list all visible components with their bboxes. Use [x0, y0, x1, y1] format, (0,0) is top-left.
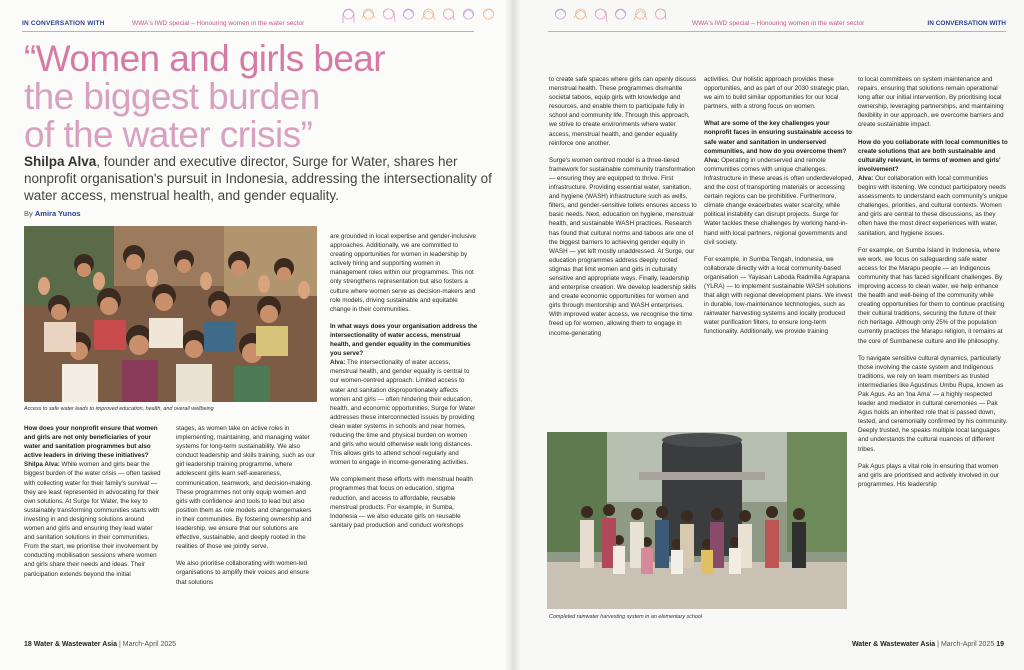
paragraph: We complement these efforts with menstrual health programmes that focus on education, stigma reduction, and access to affordable, reusable menstrual products. For example, in Sumba, Indonesia — we also educate girls on reusable sanitary pad production and conduct workshops — [330, 476, 473, 529]
pull-quote-headline — [24, 40, 484, 154]
section-label-left: IN CONVERSATION WITH — [22, 20, 105, 27]
woman-face-icon — [400, 6, 417, 26]
question-2: In what ways does your organisation address the intersectionality of water access, menstrual health, and gender equality in the communities you serve? — [330, 322, 478, 358]
speaker-label: Alva: — [858, 174, 874, 182]
text-column-4 — [549, 75, 697, 425]
question-4: How do you collaborate with local communities to create solutions that are both sustainable and culturally relevant, in terms of women and girls' involvement? — [858, 138, 1008, 173]
speaker-label: Alva: — [330, 359, 346, 367]
paragraph: are grounded in local expertise and gender-inclusive approaches. Additionally, we are committed to creating opportunities for women in leadership by actively hiring and supporting women in management roles within our programmes. This not only strengthens representation but also fosters a culture where women serve as decision-makers and role models, driving sustainable and equitable change in their communities. — [330, 233, 476, 313]
byline-prefix: By — [24, 209, 33, 218]
footer-separator: | — [118, 641, 121, 648]
woman-face-icon — [380, 6, 397, 26]
answer-2: The intersectionality of water access, menstrual health, and gender equality is central to our women-centred approach. Limited access to water and sanitation disproportionately affects women and girls — often hindering their education, health, and economic opportunities. Surge for Water addresses these interconnected issues by providing clean water systems in schools and near homes, reducing the time and physical burden on women and girls who would otherwise walk long distances. This allows girls to attend school regularly and women to engage in income-generating activities. — [330, 359, 476, 467]
headline-line: the biggest burden — [24, 76, 320, 117]
woman-face-icon — [592, 6, 609, 26]
publication-name-right: Water & Wastewater Asia — [851, 641, 936, 648]
children-group-photo — [24, 226, 317, 402]
answer-3: Operating in underserved and remote communities comes with unique challenges. Infrastructure in these areas is often underdeveloped, and the cost of transporting materials or accessing certain regions can be prohibitive. Furthermore, climate change exacerbates water scarcity, while political instability can disrupt projects. Surge for Water tackles these challenges by working hand-in-hand with local partners, regional governments and civil society. — [704, 156, 854, 246]
paragraph: activities. Our holistic approach provides these opportunities, and as part of our 2030 strategic plan, we aim to build similar opportunities for our local partners, with a strong focus on women. — [704, 76, 850, 111]
woman-face-icon — [440, 6, 457, 26]
speaker-label: Alva: — [704, 156, 720, 164]
woman-face-icon — [420, 6, 437, 26]
answer-4: Our collaboration with local communities begins with listening. We conduct participatory needs assessments to understand each community's unique challenges, priorities, and cultural contexts. Women and girls are central to these discussions, as they often have the most direct experiences with water, sanitation, and hygiene issues. — [858, 174, 1008, 237]
woman-face-icon — [552, 6, 569, 26]
rainwater-harvesting-photo — [547, 432, 847, 609]
paragraph: To navigate sensitive cultural dynamics, particularly those involving the caste system and Indigenous traditions, we rely on team members as trusted intermediaries like Agustinus Umbu Rupa, known as Pak Agus. As an 'Ina Ama' — a highly respected leader and mediator in cultural ceremonies — Pak Agus holds an inherited role that is passed down, tested, and ceremonially confirmed by his community. Deeply trusted, he speaks multiple local languages and understands the cultural nuances of different tribes. — [858, 354, 1008, 453]
standfirst — [24, 153, 494, 204]
woman-face-icon — [360, 6, 377, 26]
text-column-1 — [24, 424, 164, 634]
byline — [24, 209, 81, 218]
paragraph: to create safe spaces where girls can openly discuss menstrual health. These programmes dismantle societal taboos, equip girls with knowledge and resources, and enable them to participate fully in school and community life. Through this approach, we strive to create environments where water access, menstrual health, and gender equality reinforce one another. — [549, 76, 697, 147]
series-title-left: WWA's IWD special – Honouring women in the water sector — [132, 20, 305, 27]
page-number-right: 19 — [996, 641, 1004, 648]
woman-face-icon — [612, 6, 629, 26]
footer-right — [852, 641, 1004, 648]
paragraph: Pak Agus plays a vital role in ensuring that women and girls are prioritised and actively involved in our programmes. His leadership — [858, 462, 1000, 488]
question-1: How does your nonprofit ensure that women and girls are not only beneficiaries of your water and sanitation programmes but also active leaders in driving these initiatives? — [24, 425, 158, 460]
woman-face-icon — [572, 6, 589, 26]
author-name: Amira Yunos — [34, 209, 81, 218]
footer-left — [24, 641, 176, 648]
photo1-caption: Access to safe water leads to improved education, health, and overall wellbeing — [24, 406, 214, 412]
paragraph: For example, on Sumba Island in Indonesia, where we work, we focus on safeguarding safe water access for the Marapu people — an Indigenous community that has faced significant challenges. By improving access to clean water, we help enhance the health and well-being of the community while creating opportunities for them to continue practising their cultural traditions, securing the future of their rich heritage. Although only 25% of the population currently practices the Marapu religion, it remains at the core of Sumbanese culture and life philosophy. — [858, 246, 1005, 345]
paragraph: We also prioritise collaborating with women-led organisations to amplify their voices and ensure that solutions — [176, 560, 310, 586]
header-rule-left — [22, 31, 474, 32]
paragraph: stages, as women take on active roles in implementing, maintaining, and managing water systems for long-term sustainability. We also conduct leadership and skills training, such as our girl leadership training programme, where adolescent girls learn self-awareness, communication, teamwork, and decision-making. These programmes not only equip women and girls with confidence and tools to lead but also position them as role models and changemakers in their communities. By fostering ownership and leadership, we ensure that our solutions are effective, sustainable, and deeply rooted in the realities of those we jointly serve. — [176, 425, 315, 551]
header-rule-right — [548, 31, 1006, 32]
paragraph: For example, in Sumba Tengah, Indonesia, we collaborate directly with a local community-based organisation — Yayasan Laboda Radmilla Agrapana (YLRA) — to implement sustainable WASH solutions that align with regional development plans. We invest in durable, low-maintenance technologies, such as rainwater harvesting systems and locally produced water purification filters, to ensure long-term functionality. Additionally, we provide training — [704, 255, 853, 336]
faces-illustration-right — [552, 6, 669, 26]
woman-face-icon — [460, 6, 477, 26]
series-title-right: WWA's IWD special – Honouring women in the water sector — [692, 20, 865, 27]
spine-shadow — [505, 0, 521, 670]
issue-date-left: March-April 2025 — [122, 641, 177, 648]
section-label-right: IN CONVERSATION WITH — [927, 20, 1006, 27]
woman-face-icon — [652, 6, 669, 26]
photo2-caption: Completed rainwater harvesting system in an elementary school — [549, 614, 703, 620]
woman-face-icon — [632, 6, 649, 26]
headline-line: of the water crisis” — [24, 114, 313, 155]
text-column-6 — [858, 75, 1008, 635]
faces-illustration-left — [340, 6, 497, 26]
headline-line: “Women and girls bear — [24, 38, 385, 79]
text-column-2 — [176, 424, 316, 634]
paragraph: Surge's women centred model is a three-tiered framework for sustainable community transformation — ensuring they are equipped to thrive. First infrastructure. Providing essential water, sanitation, and hygiene (WASH) infrastructure such as wells, filters, and gender-sensitive toilets ensures access to basic needs. Next, education on hygiene, menstrual health, and sustainable WASH practices. Research has found that cultural norms and taboos are one of the biggest barriers to achieving gender equity in WASH — yet left mostly unaddressed. At Surge, our education programmes address deeply rooted stigmas that limit women and girls in culturally sensitive and appropriate ways. Finally, leadership and enterprise creation. We develop leadership skills and create economic opportunities for women and girls through mentorship and WASH enterprises. With improved water access, we recognise the time freed up for women, allowing them to engage in income-generating — [549, 156, 697, 337]
question-3: What are some of the key challenges your nonprofit faces in ensuring sustainable access to safe water and sanitation in underserved communities, and how do you overcome them? — [704, 120, 853, 155]
publication-name-left: Water & Wastewater Asia — [33, 641, 117, 648]
page-number-left: 18 — [24, 641, 32, 648]
interviewee-name: Shilpa Alva — [24, 154, 97, 169]
woman-face-icon — [340, 6, 357, 26]
footer-separator: | — [937, 641, 939, 648]
answer-1: While women and girls bear the biggest burden of the water crisis — often tasked with collecting water for their family's survival — they are least represented in advocating for their own solutions. At Surge for Water, the key to sustainably transforming communities starts with investing in and designing solutions around women and girls and ensuring they lead water and sanitation solutions in their communities. From the start, we prioritise their involvement by conducting mobilisation sessions where women and girls share their needs and ideas. Their participation extends beyond the initial — [24, 461, 161, 578]
woman-face-icon — [480, 6, 497, 26]
text-column-5 — [704, 75, 854, 425]
paragraph: to local committees on system maintenance and repairs, ensuring that solutions remain operational long after our initial intervention. By prioritising local ownership, leveraging partnerships, and maintaining flexibility in our approach, we overcome barriers and create sustainable impact. — [858, 76, 1004, 129]
issue-date-right: March-April 2025 — [940, 641, 995, 648]
text-column-3 — [330, 232, 478, 634]
standfirst-text: , founder and executive director, Surge for Water, shares her nonprofit organisation's pursuit in Indonesia, addressing the intersectionality of water access, menstrual health, and gender equality. — [24, 154, 492, 203]
speaker-label: Shilpa Alva: — [24, 461, 60, 469]
